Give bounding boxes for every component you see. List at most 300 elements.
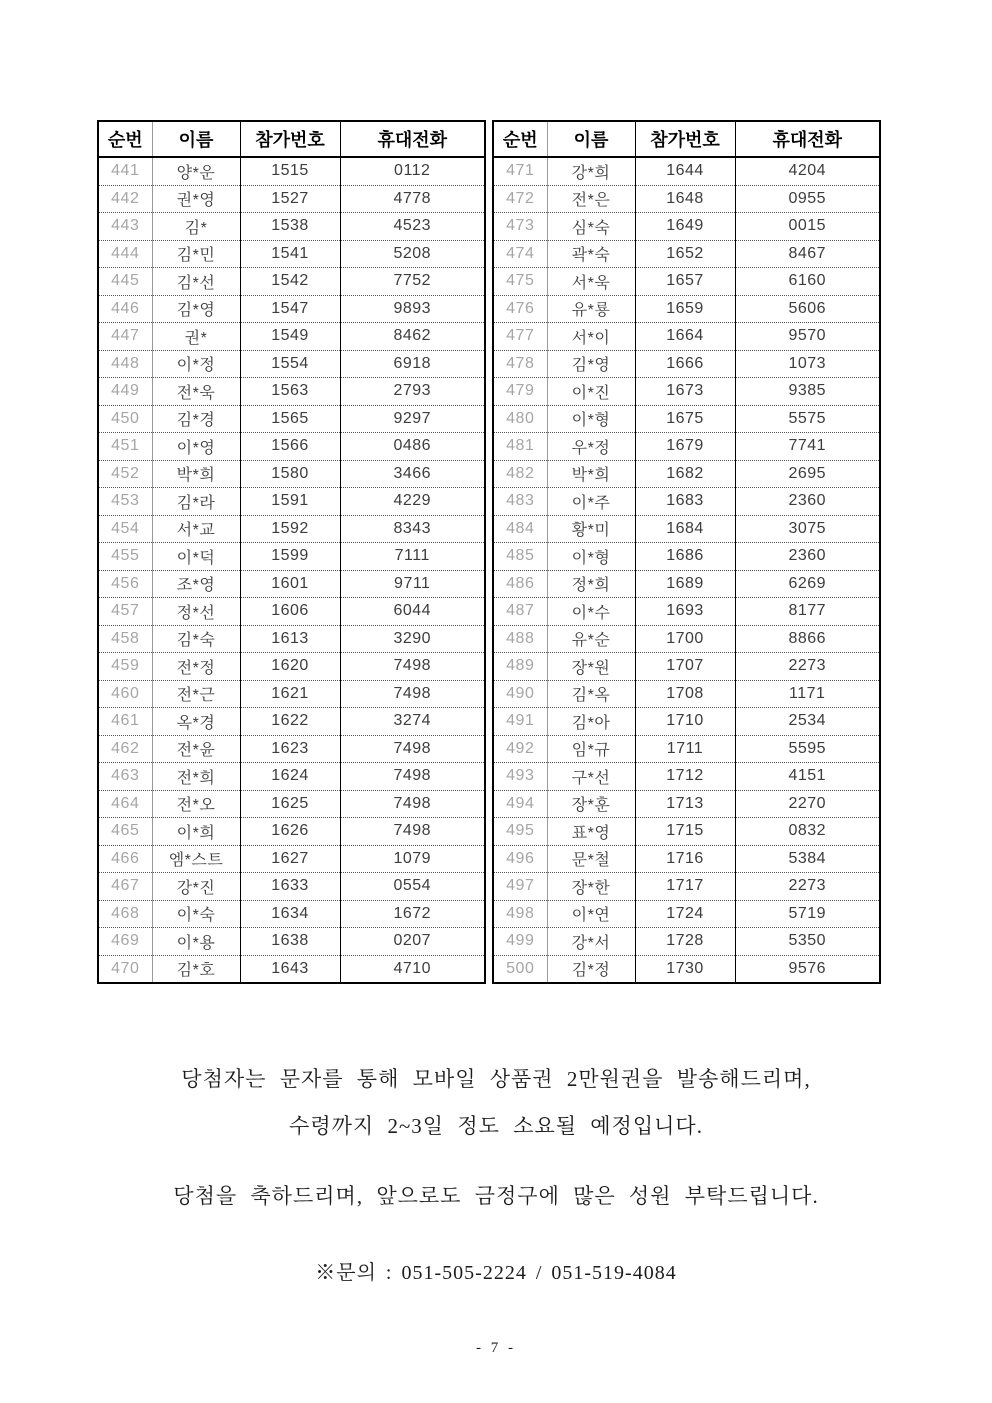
seq-cell: 491: [493, 708, 547, 736]
entry-no-cell: 1693: [635, 598, 735, 626]
seq-cell: 468: [98, 900, 152, 928]
entry-no-cell: 1563: [240, 378, 340, 406]
header-phone: 휴대전화: [735, 121, 880, 157]
seq-cell: 441: [111, 162, 140, 180]
phone-cell: 5606: [735, 295, 880, 323]
table-row: [98, 873, 485, 901]
seq-cell: 462: [98, 735, 152, 763]
name-cell: 이*수: [547, 598, 635, 626]
name-cell: 김*: [152, 213, 240, 241]
name-cell: 김*민: [152, 240, 240, 268]
entry-no-cell: 1626: [240, 818, 340, 846]
notice-line-2: 수령까지 2~3일 정도 소요될 예정입니다.: [289, 1114, 703, 1138]
table-row: [493, 488, 880, 516]
table-row: [493, 378, 880, 406]
seq-cell: 487: [493, 598, 547, 626]
table-row: [493, 570, 880, 598]
table-row: [98, 928, 485, 956]
header-seq: 순번: [98, 121, 152, 157]
phone-cell: 7498: [340, 680, 485, 708]
name-cell: 김*라: [152, 488, 240, 516]
table-row: [493, 157, 880, 185]
entry-no-cell: 1624: [240, 763, 340, 791]
winner-table-right: [492, 120, 881, 984]
phone-cell: 2360: [735, 543, 880, 571]
phone-cell: 6044: [340, 598, 485, 626]
seq-cell: 478: [493, 350, 547, 378]
winner-tables: [97, 120, 881, 984]
table-row: [493, 460, 880, 488]
name-cell: 전*오: [152, 790, 240, 818]
name-cell: 곽*숙: [547, 240, 635, 268]
table-row: [98, 680, 485, 708]
name-cell: 장*훈: [547, 790, 635, 818]
name-cell: 전*근: [152, 680, 240, 708]
entry-no-cell: 1682: [635, 460, 735, 488]
header-seq: 순번: [493, 121, 547, 157]
entry-no-cell: 1684: [635, 515, 735, 543]
seq-cell: 442: [98, 185, 152, 213]
name-cell: 박*희: [547, 460, 635, 488]
name-cell: 장*원: [547, 653, 635, 681]
phone-cell: 0554: [340, 873, 485, 901]
seq-cell: 459: [98, 653, 152, 681]
phone-cell: 4778: [340, 185, 485, 213]
phone-cell: 7498: [340, 763, 485, 791]
entry-no-cell: 1652: [635, 240, 735, 268]
table-row: [493, 680, 880, 708]
table-row: [98, 460, 485, 488]
seq-cell: 486: [493, 570, 547, 598]
name-cell: 유*룡: [547, 295, 635, 323]
entry-no-cell: 1710: [635, 708, 735, 736]
table-row: [98, 268, 485, 296]
phone-cell: 4523: [340, 213, 485, 241]
entry-no-cell: 1554: [240, 350, 340, 378]
table-row: [493, 790, 880, 818]
name-cell: 김*정: [547, 955, 635, 983]
table-header-row: [98, 121, 485, 157]
seq-cell: 500: [493, 955, 547, 983]
entry-no-cell: 1565: [240, 405, 340, 433]
seq-cell: 466: [98, 845, 152, 873]
table-row: [98, 240, 485, 268]
seq-cell: 470: [98, 955, 152, 983]
phone-cell: 7498: [340, 818, 485, 846]
table-row: [98, 405, 485, 433]
phone-cell: 0955: [735, 185, 880, 213]
entry-no-cell: 1657: [635, 268, 735, 296]
phone-cell: 8177: [735, 598, 880, 626]
phone-cell: 2270: [735, 790, 880, 818]
name-cell: 김*영: [547, 350, 635, 378]
entry-no-cell: 1592: [240, 515, 340, 543]
seq-cell: 449: [98, 378, 152, 406]
entry-no-cell: 1625: [240, 790, 340, 818]
seq-cell: 463: [98, 763, 152, 791]
name-cell: 강*진: [152, 873, 240, 901]
entry-no-cell: 1713: [635, 790, 735, 818]
phone-cell: 5719: [735, 900, 880, 928]
entry-no-cell: 1633: [240, 873, 340, 901]
seq-cell: 496: [493, 845, 547, 873]
name-cell: 전*욱: [152, 378, 240, 406]
entry-no-cell: 1627: [240, 845, 340, 873]
phone-cell: 9893: [340, 295, 485, 323]
phone-cell: 2273: [735, 873, 880, 901]
phone-cell: 0832: [735, 818, 880, 846]
phone-cell: 7752: [340, 268, 485, 296]
entry-no-cell: 1648: [635, 185, 735, 213]
entry-no-cell: 1620: [240, 653, 340, 681]
entry-no-cell: 1515: [240, 157, 340, 185]
name-cell: 이*희: [152, 818, 240, 846]
table-row: [493, 543, 880, 571]
seq-cell: 446: [98, 295, 152, 323]
name-cell: 전*윤: [152, 735, 240, 763]
table-row: [98, 515, 485, 543]
entry-no-cell: 1683: [635, 488, 735, 516]
table-row: [98, 763, 485, 791]
entry-no-cell: 1580: [240, 460, 340, 488]
name-cell: 이*숙: [152, 900, 240, 928]
phone-cell: 0207: [340, 928, 485, 956]
table-row: [98, 350, 485, 378]
header-entry: 참가번호: [240, 121, 340, 157]
table-row: [493, 213, 880, 241]
seq-cell: 497: [493, 873, 547, 901]
name-cell: 이*영: [152, 433, 240, 461]
entry-no-cell: 1724: [635, 900, 735, 928]
phone-cell: 9570: [735, 323, 880, 351]
table-row: [493, 873, 880, 901]
entry-no-cell: 1541: [240, 240, 340, 268]
phone-cell: 9297: [340, 405, 485, 433]
table-row: [493, 818, 880, 846]
phone-cell: 8343: [340, 515, 485, 543]
name-cell: 문*철: [547, 845, 635, 873]
table-row: [98, 488, 485, 516]
name-cell: 김*영: [152, 295, 240, 323]
phone-cell: 4204: [735, 157, 880, 185]
name-cell: 권*: [152, 323, 240, 351]
entry-no-cell: 1666: [635, 350, 735, 378]
phone-cell: 1672: [340, 900, 485, 928]
table-header-row: [493, 121, 880, 157]
entry-no-cell: 1730: [635, 955, 735, 983]
name-cell: 이*주: [547, 488, 635, 516]
seq-cell: 481: [493, 433, 547, 461]
entry-no-cell: 1599: [240, 543, 340, 571]
header-entry: 참가번호: [635, 121, 735, 157]
entry-no-cell: 1638: [240, 928, 340, 956]
table-row: [493, 268, 880, 296]
seq-cell: 499: [493, 928, 547, 956]
seq-cell: 476: [493, 295, 547, 323]
entry-no-cell: 1716: [635, 845, 735, 873]
entry-no-cell: 1591: [240, 488, 340, 516]
phone-cell: 5208: [340, 240, 485, 268]
phone-cell: 4151: [735, 763, 880, 791]
phone-cell: 8866: [735, 625, 880, 653]
notice-line-1: 당첨자는 문자를 통해 모바일 상품권 2만원권을 발송해드리며,: [181, 1067, 811, 1091]
phone-cell: 8462: [340, 323, 485, 351]
seq-cell: 489: [493, 653, 547, 681]
table-row: [493, 735, 880, 763]
phone-cell: 7741: [735, 433, 880, 461]
name-cell: 이*형: [547, 543, 635, 571]
seq-cell: 475: [493, 268, 547, 296]
table-row: [98, 625, 485, 653]
table-row: [493, 295, 880, 323]
entry-no-cell: 1601: [240, 570, 340, 598]
entry-no-cell: 1542: [240, 268, 340, 296]
seq-cell: 498: [493, 900, 547, 928]
name-cell: 이*정: [152, 350, 240, 378]
phone-cell: 4229: [340, 488, 485, 516]
phone-cell: 5595: [735, 735, 880, 763]
name-cell: 김*경: [152, 405, 240, 433]
entry-no-cell: 1673: [635, 378, 735, 406]
phone-cell: 2534: [735, 708, 880, 736]
name-cell: 서*교: [152, 515, 240, 543]
phone-cell: 2695: [735, 460, 880, 488]
seq-cell: 461: [98, 708, 152, 736]
name-cell: 이*덕: [152, 543, 240, 571]
seq-cell: 488: [493, 625, 547, 653]
entry-no-cell: 1566: [240, 433, 340, 461]
name-cell: 임*규: [547, 735, 635, 763]
name-cell: 권*영: [152, 185, 240, 213]
table-row: [98, 570, 485, 598]
seq-cell: 480: [493, 405, 547, 433]
header-phone: 휴대전화: [340, 121, 485, 157]
table-row: [98, 845, 485, 873]
seq-cell: 472: [493, 185, 547, 213]
phone-cell: 6160: [735, 268, 880, 296]
table-row: [98, 543, 485, 571]
seq-cell: 471: [506, 162, 535, 180]
entry-no-cell: 1712: [635, 763, 735, 791]
name-cell: 이*진: [547, 378, 635, 406]
table-row: [98, 653, 485, 681]
table-row: [98, 378, 485, 406]
name-cell: 정*선: [152, 598, 240, 626]
name-cell: 김*아: [547, 708, 635, 736]
winner-table-right-body: [493, 157, 880, 983]
table-row: [493, 598, 880, 626]
phone-cell: 0112: [340, 157, 485, 185]
table-row: [493, 405, 880, 433]
entry-no-cell: 1643: [240, 955, 340, 983]
name-cell: 장*한: [547, 873, 635, 901]
name-cell: 이*형: [547, 405, 635, 433]
seq-cell: 495: [493, 818, 547, 846]
name-cell: 옥*경: [152, 708, 240, 736]
entry-no-cell: 1538: [240, 213, 340, 241]
entry-no-cell: 1621: [240, 680, 340, 708]
table-row: [98, 708, 485, 736]
phone-cell: 6269: [735, 570, 880, 598]
seq-cell: 467: [98, 873, 152, 901]
seq-cell: 454: [98, 515, 152, 543]
seq-cell: 464: [98, 790, 152, 818]
entry-no-cell: 1622: [240, 708, 340, 736]
table-row: [98, 185, 485, 213]
phone-cell: 0015: [735, 213, 880, 241]
entry-no-cell: 1664: [635, 323, 735, 351]
entry-no-cell: 1634: [240, 900, 340, 928]
seq-cell: 444: [98, 240, 152, 268]
table-row: [493, 763, 880, 791]
table-row: [98, 433, 485, 461]
phone-cell: 7498: [340, 735, 485, 763]
table-row: [98, 900, 485, 928]
seq-cell: 452: [98, 460, 152, 488]
phone-cell: 2273: [735, 653, 880, 681]
header-name: 이름: [152, 121, 240, 157]
name-cell: 황*미: [547, 515, 635, 543]
entry-no-cell: 1527: [240, 185, 340, 213]
winner-table-left: [97, 120, 486, 984]
table-row: [493, 955, 880, 983]
phone-cell: 7498: [340, 790, 485, 818]
phone-cell: 6918: [340, 350, 485, 378]
seq-cell: 494: [493, 790, 547, 818]
name-cell: 구*선: [547, 763, 635, 791]
phone-cell: 3274: [340, 708, 485, 736]
entry-no-cell: 1715: [635, 818, 735, 846]
seq-cell: 483: [493, 488, 547, 516]
seq-cell: 450: [98, 405, 152, 433]
phone-cell: 1171: [735, 680, 880, 708]
entry-no-cell: 1707: [635, 653, 735, 681]
table-row: [493, 515, 880, 543]
seq-cell: 448: [98, 350, 152, 378]
name-cell: 유*순: [547, 625, 635, 653]
name-cell: 전*은: [547, 185, 635, 213]
phone-cell: 2793: [340, 378, 485, 406]
entry-no-cell: 1689: [635, 570, 735, 598]
entry-no-cell: 1623: [240, 735, 340, 763]
entry-no-cell: 1606: [240, 598, 340, 626]
seq-cell: 453: [98, 488, 152, 516]
name-cell: 전*희: [152, 763, 240, 791]
name-cell: 이*연: [547, 900, 635, 928]
table-row: [98, 295, 485, 323]
name-cell: 강*희: [547, 157, 635, 185]
table-row: [493, 928, 880, 956]
phone-cell: 0486: [340, 433, 485, 461]
table-row: [98, 735, 485, 763]
table-row: [493, 323, 880, 351]
name-cell: 엠*스트: [152, 845, 240, 873]
entry-no-cell: 1649: [635, 213, 735, 241]
table-row: [98, 818, 485, 846]
phone-cell: 1079: [340, 845, 485, 873]
name-cell: 김*선: [152, 268, 240, 296]
entry-no-cell: 1728: [635, 928, 735, 956]
name-cell: 전*정: [152, 653, 240, 681]
table-row: [493, 433, 880, 461]
entry-no-cell: 1613: [240, 625, 340, 653]
table-row: [98, 790, 485, 818]
name-cell: 심*숙: [547, 213, 635, 241]
seq-cell: 492: [493, 735, 547, 763]
table-row: [493, 625, 880, 653]
entry-no-cell: 1644: [635, 157, 735, 185]
name-cell: 강*서: [547, 928, 635, 956]
seq-cell: 456: [98, 570, 152, 598]
phone-cell: 3290: [340, 625, 485, 653]
table-row: [98, 598, 485, 626]
phone-cell: 9576: [735, 955, 880, 983]
entry-no-cell: 1547: [240, 295, 340, 323]
phone-cell: 1073: [735, 350, 880, 378]
seq-cell: 490: [493, 680, 547, 708]
name-cell: 표*영: [547, 818, 635, 846]
phone-cell: 7498: [340, 653, 485, 681]
seq-cell: 482: [493, 460, 547, 488]
notice-line-3: 당첨을 축하드리며, 앞으로도 금정구에 많은 성원 부탁드립니다.: [173, 1184, 819, 1208]
seq-cell: 457: [98, 598, 152, 626]
seq-cell: 493: [493, 763, 547, 791]
entry-no-cell: 1659: [635, 295, 735, 323]
table-row: [98, 323, 485, 351]
table-row: [493, 653, 880, 681]
table-row: [493, 845, 880, 873]
table-row: [493, 708, 880, 736]
page-number: - 7 -: [476, 1340, 516, 1356]
seq-cell: 474: [493, 240, 547, 268]
name-cell: 서*욱: [547, 268, 635, 296]
name-cell: 김*호: [152, 955, 240, 983]
phone-cell: 7111: [340, 543, 485, 571]
seq-cell: 458: [98, 625, 152, 653]
table-row: [98, 955, 485, 983]
seq-cell: 477: [493, 323, 547, 351]
table-row: [98, 213, 485, 241]
seq-cell: 451: [98, 433, 152, 461]
entry-no-cell: 1700: [635, 625, 735, 653]
seq-cell: 473: [493, 213, 547, 241]
seq-cell: 445: [98, 268, 152, 296]
phone-cell: 5384: [735, 845, 880, 873]
phone-cell: 3466: [340, 460, 485, 488]
seq-cell: 455: [98, 543, 152, 571]
phone-cell: 9711: [340, 570, 485, 598]
name-cell: 조*영: [152, 570, 240, 598]
table-row: [493, 185, 880, 213]
name-cell: 양*운: [152, 157, 240, 185]
seq-cell: 443: [98, 213, 152, 241]
table-row: [493, 240, 880, 268]
entry-no-cell: 1708: [635, 680, 735, 708]
name-cell: 우*정: [547, 433, 635, 461]
table-row: [98, 157, 485, 185]
table-row: [493, 350, 880, 378]
seq-cell: 484: [493, 515, 547, 543]
phone-cell: 5350: [735, 928, 880, 956]
seq-cell: 469: [98, 928, 152, 956]
header-name: 이름: [547, 121, 635, 157]
name-cell: 김*옥: [547, 680, 635, 708]
name-cell: 김*숙: [152, 625, 240, 653]
seq-cell: 479: [493, 378, 547, 406]
phone-cell: 2360: [735, 488, 880, 516]
table-row: [493, 900, 880, 928]
seq-cell: 485: [493, 543, 547, 571]
